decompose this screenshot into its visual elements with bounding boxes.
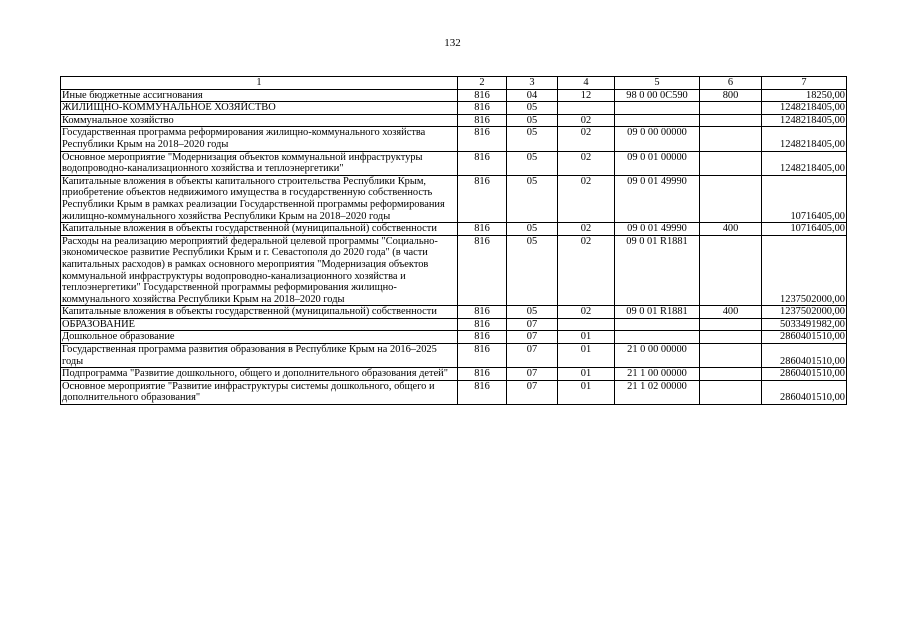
row-expense-type-cell: 400 — [700, 306, 762, 319]
row-code-cell: 816 — [458, 344, 507, 368]
row-subsection-cell: 01 — [558, 380, 615, 404]
row-section-cell: 04 — [507, 89, 558, 102]
row-section-cell: 05 — [507, 235, 558, 306]
row-section-cell: 05 — [507, 151, 558, 175]
row-section-cell: 07 — [507, 344, 558, 368]
row-expense-type-cell — [700, 114, 762, 127]
header-cell-3: 3 — [507, 77, 558, 90]
row-amount-cell: 1248218405,00 — [762, 127, 847, 151]
row-amount-cell: 10716405,00 — [762, 223, 847, 236]
row-section-cell: 05 — [507, 306, 558, 319]
row-subsection-cell: 12 — [558, 89, 615, 102]
row-name-cell: Иные бюджетные ассигнования — [61, 89, 458, 102]
row-name-cell: ЖИЛИЩНО-КОММУНАЛЬНОЕ ХОЗЯЙСТВО — [61, 102, 458, 115]
table-row — [61, 114, 847, 127]
row-target-article-cell: 21 1 00 00000 — [615, 368, 700, 381]
table-row — [61, 127, 847, 151]
row-name-cell: Государственная программа развития образования в Республике Крым на 2016–2025 годы — [61, 344, 458, 368]
row-section-cell: 07 — [507, 318, 558, 331]
row-amount-cell: 1248218405,00 — [762, 102, 847, 115]
row-target-article-cell: 98 0 00 0С590 — [615, 89, 700, 102]
row-section-cell: 05 — [507, 114, 558, 127]
row-code-cell: 816 — [458, 380, 507, 404]
row-code-cell: 816 — [458, 102, 507, 115]
row-subsection-cell: 02 — [558, 235, 615, 306]
header-cell-5: 5 — [615, 77, 700, 90]
row-target-article-cell: 21 0 00 00000 — [615, 344, 700, 368]
row-name-cell: Капитальные вложения в объекты государственной (муниципальной) собственности — [61, 306, 458, 319]
row-expense-type-cell — [700, 175, 762, 222]
row-amount-cell: 5033491982,00 — [762, 318, 847, 331]
row-subsection-cell: 02 — [558, 223, 615, 236]
table-row — [61, 151, 847, 175]
row-amount-cell: 1248218405,00 — [762, 151, 847, 175]
row-expense-type-cell: 400 — [700, 223, 762, 236]
row-code-cell: 816 — [458, 306, 507, 319]
row-amount-cell: 2860401510,00 — [762, 344, 847, 368]
row-amount-cell: 18250,00 — [762, 89, 847, 102]
row-expense-type-cell — [700, 344, 762, 368]
row-section-cell: 05 — [507, 127, 558, 151]
row-code-cell: 816 — [458, 175, 507, 222]
row-expense-type-cell — [700, 380, 762, 404]
row-section-cell: 05 — [507, 102, 558, 115]
row-name-cell: Дошкольное образование — [61, 331, 458, 344]
row-subsection-cell: 02 — [558, 175, 615, 222]
row-expense-type-cell — [700, 127, 762, 151]
table-row — [61, 344, 847, 368]
row-target-article-cell: 09 0 01 R1881 — [615, 235, 700, 306]
table-row — [61, 306, 847, 319]
row-expense-type-cell — [700, 331, 762, 344]
row-code-cell: 816 — [458, 223, 507, 236]
header-cell-1: 1 — [61, 77, 458, 90]
row-name-cell: Капитальные вложения в объекты капитального строительства Республики Крым, приобретение объектов недвижимого имущества в государственную собственность Республики Крым в рамках реализации Государственной программы реформирования жилищно-коммунального хозяйства Республики Крым на 2018–2020 годы — [61, 175, 458, 222]
row-target-article-cell — [615, 102, 700, 115]
header-cell-7: 7 — [762, 77, 847, 90]
table-row — [61, 89, 847, 102]
row-subsection-cell: 02 — [558, 151, 615, 175]
header-row — [61, 77, 847, 90]
row-target-article-cell: 09 0 00 00000 — [615, 127, 700, 151]
row-amount-cell: 1237502000,00 — [762, 235, 847, 306]
row-code-cell: 816 — [458, 89, 507, 102]
row-subsection-cell: 02 — [558, 306, 615, 319]
row-target-article-cell — [615, 331, 700, 344]
row-target-article-cell: 21 1 02 00000 — [615, 380, 700, 404]
row-section-cell: 07 — [507, 380, 558, 404]
row-name-cell: Основное мероприятие "Модернизация объектов коммунальной инфраструктуры водопроводно-канализационного хозяйства и теплоэнергетики" — [61, 151, 458, 175]
page-number: 132 — [444, 37, 461, 49]
table-row — [61, 102, 847, 115]
row-name-cell: Расходы на реализацию мероприятий федеральной целевой программы "Социально-экономическое развитие Республики Крым и г. Севастополя до 2020 года" (в части капитальных расходов) в рамках основного мероприятия "Модернизация объектов коммунальной инфраструктуры водопроводно-канализационного хозяйства и теплоэнергетики" Государственной программы реформирования жилищно-коммунального хозяйства Республики Крым на 2018–2020 годы — [61, 235, 458, 306]
row-target-article-cell: 09 0 01 49990 — [615, 175, 700, 222]
row-target-article-cell — [615, 318, 700, 331]
table-row — [61, 331, 847, 344]
row-expense-type-cell — [700, 151, 762, 175]
row-amount-cell: 1237502000,00 — [762, 306, 847, 319]
row-name-cell: Подпрограмма "Развитие дошкольного, общего и дополнительного образования детей" — [61, 368, 458, 381]
row-name-cell: ОБРАЗОВАНИЕ — [61, 318, 458, 331]
row-subsection-cell: 01 — [558, 368, 615, 381]
table-row — [61, 380, 847, 404]
row-amount-cell: 2860401510,00 — [762, 380, 847, 404]
row-target-article-cell: 09 0 01 49990 — [615, 223, 700, 236]
row-target-article-cell — [615, 114, 700, 127]
table-row — [61, 368, 847, 381]
table-body — [61, 77, 847, 405]
row-code-cell: 816 — [458, 151, 507, 175]
row-section-cell: 05 — [507, 223, 558, 236]
row-amount-cell: 2860401510,00 — [762, 368, 847, 381]
table-row — [61, 235, 847, 306]
row-name-cell: Коммунальное хозяйство — [61, 114, 458, 127]
table-row — [61, 318, 847, 331]
table-row — [61, 175, 847, 222]
row-subsection-cell: 01 — [558, 331, 615, 344]
table-row — [61, 223, 847, 236]
row-subsection-cell — [558, 102, 615, 115]
row-subsection-cell: 02 — [558, 114, 615, 127]
header-cell-2: 2 — [458, 77, 507, 90]
row-amount-cell: 10716405,00 — [762, 175, 847, 222]
row-subsection-cell — [558, 318, 615, 331]
budget-table — [60, 76, 847, 405]
row-section-cell: 05 — [507, 175, 558, 222]
row-section-cell: 07 — [507, 368, 558, 381]
row-name-cell: Государственная программа реформирования жилищно-коммунального хозяйства Республики Крым на 2018–2020 годы — [61, 127, 458, 151]
row-code-cell: 816 — [458, 318, 507, 331]
row-target-article-cell: 09 0 01 R1881 — [615, 306, 700, 319]
row-amount-cell: 2860401510,00 — [762, 331, 847, 344]
row-amount-cell: 1248218405,00 — [762, 114, 847, 127]
row-subsection-cell: 01 — [558, 344, 615, 368]
header-cell-4: 4 — [558, 77, 615, 90]
header-cell-6: 6 — [700, 77, 762, 90]
row-name-cell: Капитальные вложения в объекты государственной (муниципальной) собственности — [61, 223, 458, 236]
row-subsection-cell: 02 — [558, 127, 615, 151]
row-expense-type-cell — [700, 235, 762, 306]
row-target-article-cell: 09 0 01 00000 — [615, 151, 700, 175]
row-code-cell: 816 — [458, 114, 507, 127]
row-expense-type-cell — [700, 102, 762, 115]
row-code-cell: 816 — [458, 331, 507, 344]
row-section-cell: 07 — [507, 331, 558, 344]
row-expense-type-cell — [700, 318, 762, 331]
row-name-cell: Основное мероприятие "Развитие инфраструктуры системы дошкольного, общего и дополнительного образования" — [61, 380, 458, 404]
row-expense-type-cell — [700, 368, 762, 381]
row-code-cell: 816 — [458, 127, 507, 151]
row-expense-type-cell: 800 — [700, 89, 762, 102]
row-code-cell: 816 — [458, 235, 507, 306]
row-code-cell: 816 — [458, 368, 507, 381]
